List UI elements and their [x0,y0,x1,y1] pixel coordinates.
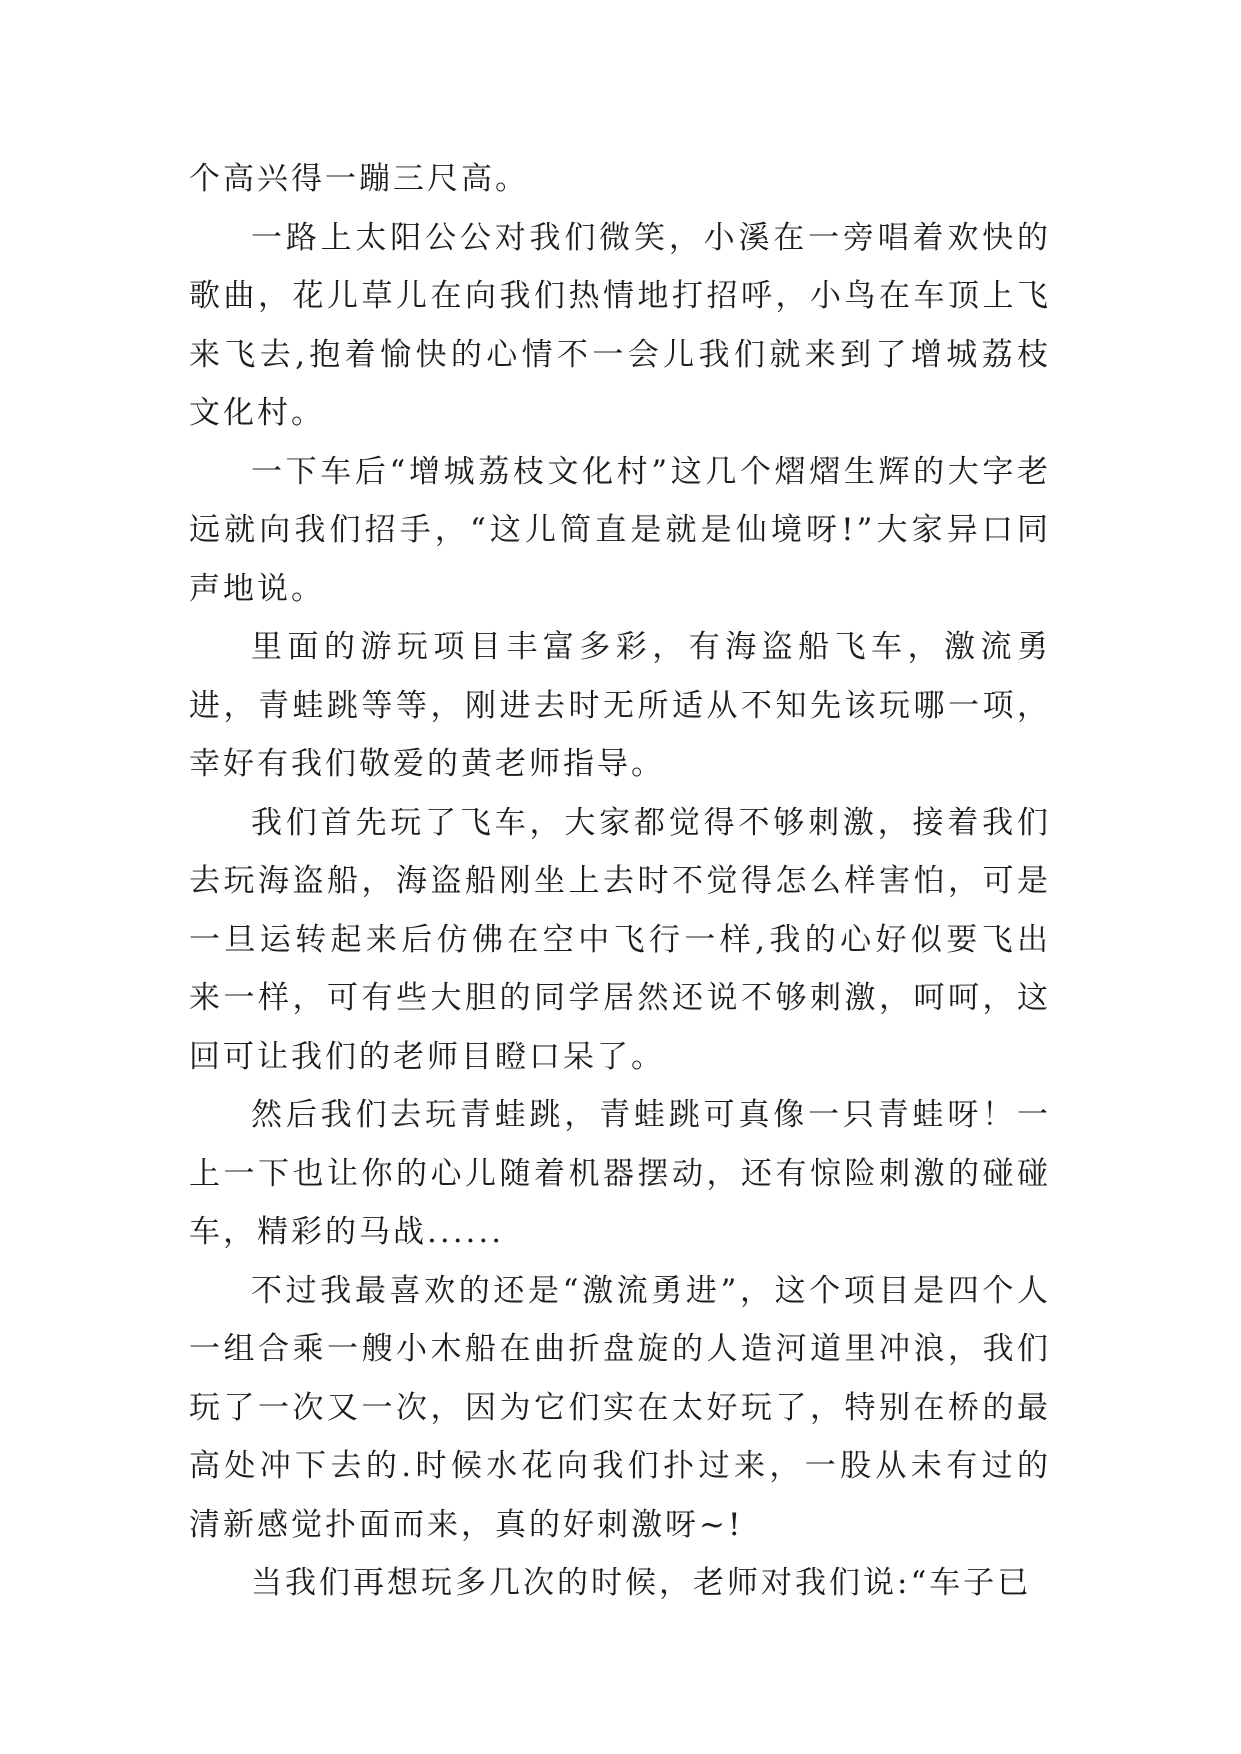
paragraph-6: 然后我们去玩青蛙跳，青蛙跳可真像一只青蛙呀！一上一下也让你的心儿随着机器摆动，还有惊险刺激的碰碰车，精彩的马战...... [189,1097,1051,1250]
paragraph-8: 当我们再想玩多几次的时候，老师对我们说:“车子已 [251,1565,1032,1601]
body-text [189,150,1051,1613]
paragraph-7: 不过我最喜欢的还是“激流勇进”，这个项目是四个人一组合乘一艘小木船在曲折盘旋的人造河道里冲浪，我们玩了一次又一次，因为它们实在太好玩了，特别在桥的最高处冲下去的.时候水花向我们扑过来，一股从未有过的清新感觉扑面而来，真的好刺激呀~! [189,1272,1051,1543]
paragraph-1: 个高兴得一蹦三尺高。 [189,161,529,197]
paragraph-3: 一下车后“增城荔枝文化村”这几个熠熠生辉的大字老远就向我们招手，“这儿简直是就是仙境呀!”大家异口同声地说。 [189,453,1051,607]
paragraph-5: 我们首先玩了飞车，大家都觉得不够刺激，接着我们去玩海盗船，海盗船刚坐上去时不觉得怎么样害怕，可是一旦运转起来后仿佛在空中飞行一样,我的心好似要飞出来一样，可有些大胆的同学居然还说不够刺激，呵呵，这回可让我们的老师目瞪口呆了。 [189,804,1051,1075]
paragraph-2: 一路上太阳公公对我们微笑，小溪在一旁唱着欢快的歌曲，花儿草儿在向我们热情地打招呼，小鸟在车顶上飞来飞去,抱着愉快的心情不一会儿我们就来到了增城荔枝文化村。 [189,219,1051,431]
paragraph-4: 里面的游玩项目丰富多彩，有海盗船飞车，激流勇进，青蛙跳等等，刚进去时无所适从不知先该玩哪一项，幸好有我们敬爱的黄老师指导。 [189,629,1051,782]
